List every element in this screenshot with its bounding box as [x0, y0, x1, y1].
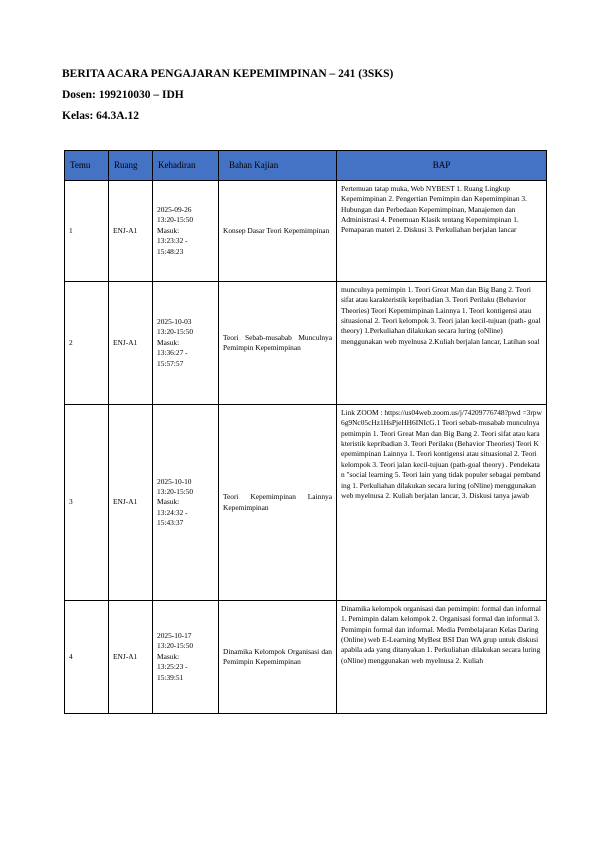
cell-temu: 2 — [65, 282, 109, 405]
kelas-label: Kelas: 64.3A.12 — [62, 110, 139, 122]
kehadiran-schedule: 13:20-15:50 — [157, 327, 194, 337]
kehadiran-schedule: 13:20-15:50 — [157, 641, 194, 651]
cell-ruang: ENJ-A1 — [109, 181, 153, 282]
kehadiran-masuk-label: Masuk: — [157, 497, 180, 507]
table-row — [65, 405, 547, 601]
cell-ruang: ENJ-A1 — [109, 601, 153, 714]
table-row — [65, 282, 547, 405]
kehadiran-masuk-label: Masuk: — [157, 225, 180, 235]
kehadiran-in-time: 13:23:32 - — [157, 236, 188, 246]
cell-bap: Dinamika kelompok organisasi dan pemimpin: formal dan informal 1. Pemimpin dalam kelompok 2. Organisasi formal dan informal 3. Pemimpin formal dan informal. Media Pembelajaran Kelas Daring (Online) web E-Learning MyBest BSI Dan WA grup untuk diskusi apabila ada yang ditanyakan 1. Perkuliahan dilakukan secara luring (oNline) menggunakan web myelnusa 2. Kuliah — [337, 601, 547, 714]
kehadiran-masuk-label: Masuk: — [157, 337, 180, 347]
kehadiran-in-time: 13:24:32 - — [157, 507, 188, 517]
kehadiran-out-time: 15:57:57 — [157, 358, 184, 368]
cell-bahan-kajian: Teori Kepemimpinan Lainnya Kepemimpinan — [219, 405, 337, 601]
kehadiran-out-time: 15:48:23 — [157, 246, 184, 256]
bap-table — [64, 150, 547, 714]
cell-kehadiran — [153, 405, 219, 601]
cell-temu: 1 — [65, 181, 109, 282]
cell-ruang: ENJ-A1 — [109, 282, 153, 405]
table-header-row — [65, 151, 547, 181]
cell-bap: Pertemuan tatap muka, Web NYBEST 1. Ruang Lingkup Kepemimpinan 2. Pengertian Pemimpin dan Kepemimpinan 3. Hubungan dan Perbedaan Kepemimpinan, Manajemen dan Administrasi 4. Penemuan Klasik tentang Kepemimpinan 1. Pemaparan materi 2. Diskusi 3. Perkuliahan berjalan lancar — [337, 181, 547, 282]
kehadiran-masuk-label: Masuk: — [157, 651, 180, 661]
cell-bahan-kajian: Dinamika Kelompok Organisasi dan Pemimpin Kepemimpinan — [219, 601, 337, 714]
kehadiran-date: 2025-10-03 — [157, 317, 192, 327]
cell-bap: munculnya pemimpin 1. Teori Great Man dan Big Bang 2. Teori sifat atau karakteristik kepribadian 3. Teori Perilaku (Behavior Theories) Teori Kepemimpinan Lainnya 1. Teori kontigensi atau situasional 2. Teori kelompok 3. Teori jalan kecil-tujuan (path- goal theory) 1.Perkuliahan dilakukan secara luring (oNline) menggunakan web myelnusa 2.Kuliah berjalan lancar, Latihan soal — [337, 282, 547, 405]
cell-kehadiran — [153, 601, 219, 714]
cell-ruang: ENJ-A1 — [109, 405, 153, 601]
cell-bap: Link ZOOM : https://us04web.zoom.us/j/74209776748?pwd =3rpw6g9Nc05cHz1HsPjeHH6INIcG.1 Teori sebab-musabab munculnya pemimpin 1. Teori Great Man dan Big Bang 2. Teori sifat atau karakteristik kepribadian 3. Teori Perilaku (Behavior Theories) Teori Kepemimpinan Lainnya 1. Teori kontigensi atau situasional 2. Teori kelompok 3. Teori jalan kecil-tujuan (path-goal theory) . Pendekatan "social learning 5. Teori lain yang tidak populer sebagai pembanding 1. Perkuliahan dilakukan secara luring (oNline) menggunakan web myelnusa 2. Kuliah berjalan lancar, 3. Diskusi tanya jawab — [337, 405, 547, 601]
kehadiran-date: 2025-09-26 — [157, 205, 192, 215]
table-row — [65, 181, 547, 282]
cell-bahan-kajian: Teori Sebab-musabab Munculnya Pemimpin Kepemimpinan — [219, 282, 337, 405]
kehadiran-schedule: 13:20-15:50 — [157, 215, 194, 225]
kehadiran-in-time: 13:25:23 - — [157, 662, 188, 672]
kehadiran-out-time: 15:43:37 — [157, 518, 184, 528]
table-row — [65, 601, 547, 714]
cell-bahan-kajian: Konsep Dasar Teori Kepemimpinan — [219, 181, 337, 282]
column-header-bahan-kajian: Bahan Kajian — [219, 151, 337, 181]
column-header-ruang: Ruang — [109, 151, 153, 181]
kehadiran-schedule: 13:20-15:50 — [157, 486, 194, 496]
kehadiran-date: 2025-10-10 — [157, 476, 192, 486]
cell-temu: 3 — [65, 405, 109, 601]
cell-temu: 4 — [65, 601, 109, 714]
column-header-temu: Temu — [65, 151, 109, 181]
column-header-bap: BAP — [337, 151, 547, 181]
kehadiran-date: 2025-10-17 — [157, 631, 192, 641]
kehadiran-out-time: 15:39:51 — [157, 672, 184, 682]
document-title: BERITA ACARA PENGAJARAN KEPEMIMPINAN – 241 (3SKS) — [62, 68, 394, 80]
dosen-label: Dosen: 199210030 – IDH — [62, 89, 184, 101]
cell-kehadiran — [153, 181, 219, 282]
column-header-kehadiran: Kehadiran — [153, 151, 219, 181]
kehadiran-in-time: 13:36:27 - — [157, 348, 188, 358]
cell-kehadiran — [153, 282, 219, 405]
